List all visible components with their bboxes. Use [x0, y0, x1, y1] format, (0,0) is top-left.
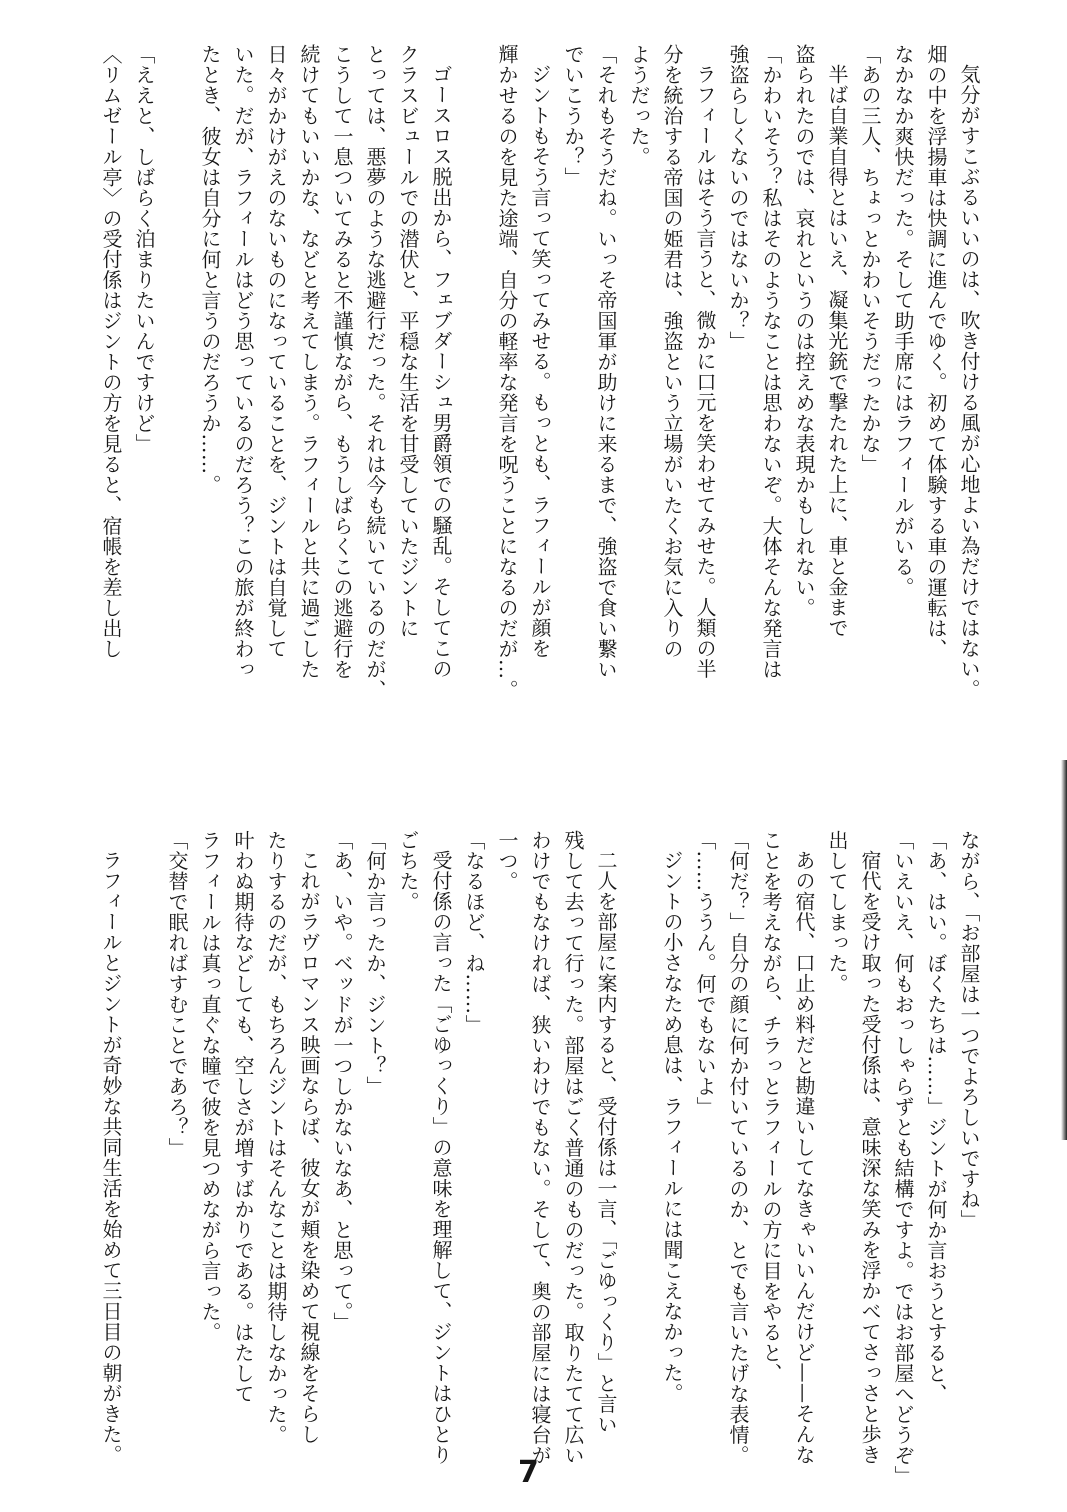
text-column: 「あの三人、ちょっとかわいそうだったかな」 [858, 44, 882, 475]
text-column: とっては、悪夢のような逃避行だった。それは今も続いているのだが、 [363, 44, 387, 700]
text-column: たりするのだが、もちろんジントはそんなことは期待しなかった。 [264, 830, 288, 1445]
text-column: 半ば自業自得とはいえ、凝集光銃で撃たれた上に、車と金まで [825, 64, 849, 638]
text-column: 「あ、はい。ぼくたちは……」ジントが何か言おうとすると、 [924, 830, 948, 1404]
text-column [622, 830, 655, 1485]
lower-text-block [94, 830, 985, 1485]
text-column: こうして一息ついてみると不謹慎ながら、もうしばらくこの逃避行を [330, 44, 354, 680]
text-column: ようだった。 [627, 44, 651, 167]
text-column: たとき、彼女は自分に何と言うのだろうか……。 [198, 44, 222, 495]
text-column: ごちた。 [396, 830, 420, 912]
text-column: いた。だが、ラフィールはどう思っているのだろう？この旅が終わっ [231, 44, 255, 680]
text-column: 気分がすこぶるいいのは、吹き付ける風が心地よい為だけではない。 [957, 64, 981, 700]
text-column: 強盗らしくないのではないか？」 [726, 44, 750, 352]
text-column: ながら、「お部屋は一つでよろしいですね」 [957, 830, 981, 1230]
upper-text-block [94, 44, 985, 700]
text-column: これがラヴロマンス映画ならば、彼女が頬を染めて視線をそらし [297, 850, 321, 1445]
page-number: 7 [518, 1455, 539, 1490]
text-column [160, 44, 193, 694]
text-column: ラフィールは真っ直ぐな瞳で彼を見つめながら言った。 [198, 830, 222, 1343]
text-column: 分を統治する帝国の姫君は、強盗という立場がいたくお気に入りの [660, 44, 684, 659]
text-column: 「交替で眠ればすむことであろ？」 [165, 830, 189, 1158]
text-column: 叶わぬ期待などしても、空しさが増すばかりである。はたして [231, 830, 255, 1404]
text-column: ゴースロス脱出から、フェブダーシュ男爵領での騒乱。そしてこの [429, 64, 453, 679]
text-column: ラフィールとジントが奇妙な共同生活を始めて三日目の朝がきた。 [99, 850, 123, 1465]
text-column: ラフィールはそう言うと、微かに口元を笑わせてみせた。人類の半 [693, 64, 717, 679]
text-column: 続けてもいいかな、などと考えてしまう。ラフィールと共に過ごした [297, 44, 321, 680]
text-column: 残して去って行った。部屋はごく普通のものだった。取りたてて広い [561, 830, 585, 1466]
text-column: ジントの小さなため息は、ラフィールには聞こえなかった。 [660, 850, 684, 1404]
text-column: 「なるほど、ね……」 [462, 830, 486, 1035]
scan-page-edge [1061, 760, 1067, 1140]
text-column: 輝かせるのを見た途端、自分の軽率な発言を呪うことになるのだが…。 [495, 44, 519, 700]
text-column: 〈リムゼール亭〉の受付係はジントの方を見ると、宿帳を差し出し [99, 44, 123, 659]
text-column: なかなか爽快だった。そして助手席にはラフィールがいる。 [891, 44, 915, 598]
text-column: 「いえいえ、何もおっしゃらずとも結構ですよ。ではお部屋へどうぞ」 [891, 830, 915, 1486]
text-column: 「何か言ったか、ジント？」 [363, 830, 387, 1097]
text-column: ことを考えながら、チラっとラフィールの方に目をやると、 [759, 830, 783, 1384]
text-column: 畑の中を浮揚車は快調に進んでゆく。初めて体験する車の運転は、 [924, 44, 948, 659]
text-column: でいこうか？」 [561, 44, 585, 188]
text-column: 「何だ？」自分の顔に何か付いているのか、とでも言いたげな表情。 [726, 830, 750, 1466]
text-column: 日々がかけがえのないものになっていることを、ジントは自覚して [264, 44, 288, 659]
text-column: 「あ、いや。ベッドが一つしかないなあ、と思って。」 [330, 830, 354, 1333]
text-column: 宿代を受け取った受付係は、意味深な笑みを浮かべてさっさと歩き [858, 850, 882, 1465]
text-column: クラスビュールでの潜伏と、平穏な生活を甘受していたジントに [396, 44, 420, 639]
text-column: 一つ。 [495, 830, 519, 892]
text-column: 盗られたのでは、哀れというのは控えめな表現かもしれない。 [792, 44, 816, 618]
text-column: 「かわいそう？私はそのようなことは思わないぞ。大体そんな発言は [759, 44, 783, 680]
text-column [127, 830, 160, 1485]
text-column: 「それもそうだね。いっそ帝国軍が助けに来るまで、強盗で食い繋い [594, 44, 618, 680]
text-column [457, 44, 490, 694]
text-column: 出してしまった。 [825, 830, 849, 994]
text-column: 「ええと、しばらく泊まりたいんですけど」 [132, 44, 156, 454]
text-column: 「……ううん。何でもないよ」 [693, 830, 717, 1117]
text-column: 受付係の言った「ごゆっくり」の意味を理解して、ジントはひとり [429, 850, 453, 1465]
text-column: あの宿代、口止め料だと勘違いしてなきゃいいんだけど——そんな [792, 850, 816, 1465]
text-column: 二人を部屋に案内すると、受付係は一言、「ごゆっくり」と言い [594, 850, 618, 1435]
text-column: ジントもそう言って笑ってみせる。もっとも、ラフィールが顔を [528, 64, 552, 659]
text-column: わけでもなければ、狭いわけでもない。そして、奥の部屋には寝台が [528, 830, 552, 1466]
